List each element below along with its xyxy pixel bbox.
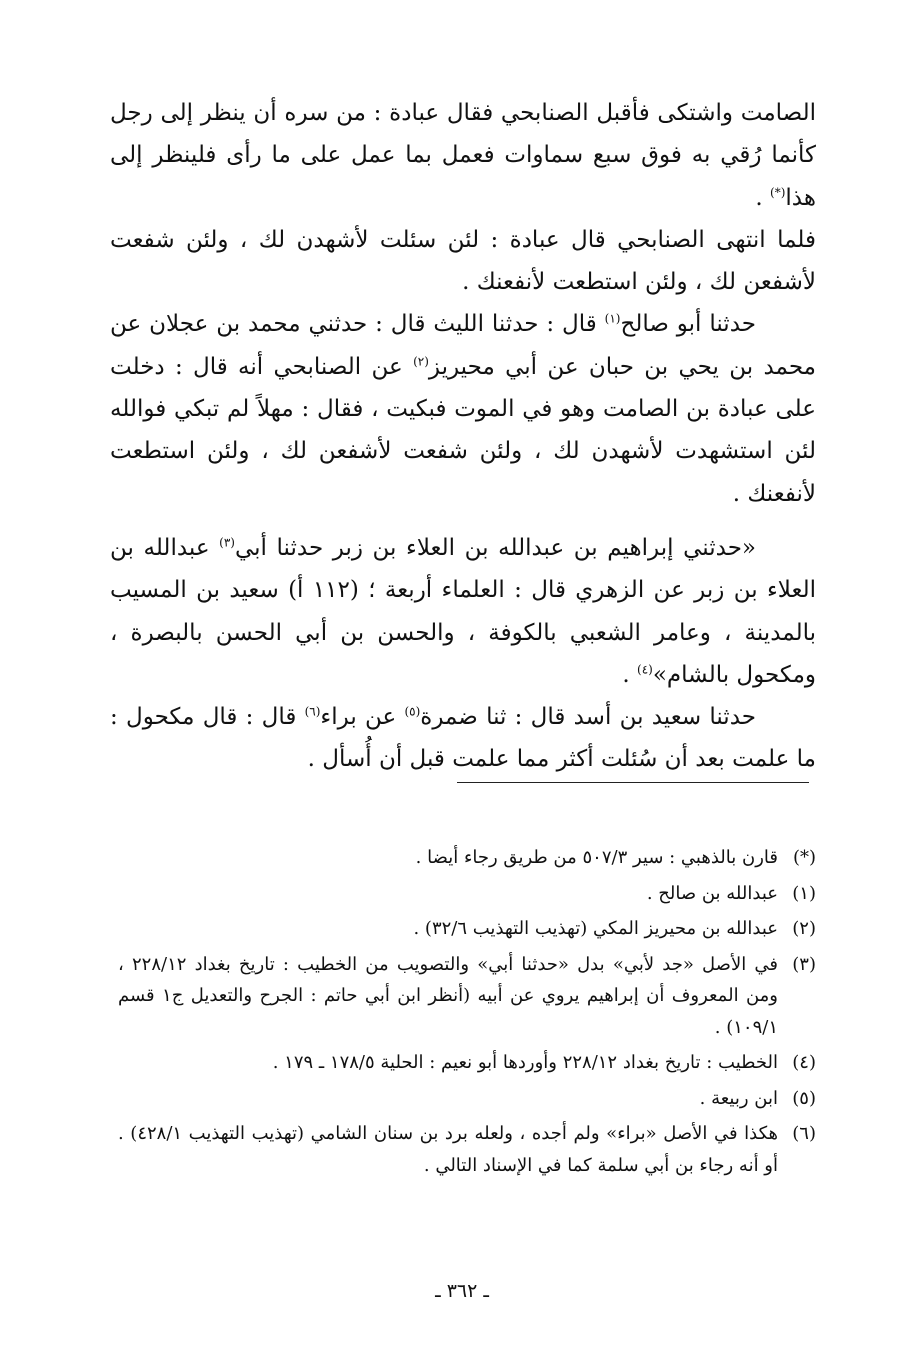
footnote bbox=[118, 913, 816, 945]
text-run: عن الصنابحي أنه قال : دخلت على عبادة بن الصامت وهو في الموت فبكيت ، فقال : مهلاً لم تبكي فوالله لئن استشهدت لأشهدن لك ، ولئن شفعت لأشفعن لك ، ولئن استطعت لأنفعنك . bbox=[110, 353, 816, 507]
footnote-marker: (٤) bbox=[792, 1052, 816, 1073]
footnote-reference: (*) bbox=[770, 184, 786, 199]
text-run: «حدثني إبراهيم بن عبدالله بن العلاء بن زبر حدثنا أبي bbox=[234, 534, 756, 561]
main-text bbox=[110, 92, 816, 781]
footnote-marker: (٦) bbox=[792, 1123, 816, 1144]
footnote bbox=[118, 949, 816, 1044]
footnotes-list bbox=[118, 842, 816, 1185]
footnote-divider bbox=[457, 782, 809, 783]
footnote-marker: (٥) bbox=[792, 1087, 816, 1109]
footnote-marker: (٢) bbox=[792, 918, 816, 939]
footnote-marker: (*) bbox=[792, 847, 816, 868]
footnote bbox=[118, 842, 816, 874]
paragraph bbox=[110, 92, 816, 219]
page-number: ـ ٣٦٢ ـ bbox=[435, 1280, 489, 1302]
footnote-marker: (١) bbox=[792, 882, 816, 904]
footnote bbox=[118, 1083, 816, 1115]
text-run: الصامت واشتكى فأقبل الصنابحي فقال عبادة : من سره أن ينظر إلى رجل كأنما رُقي به فوق سبع سماوات فعمل بما عمل على ما رأى فلينظر إلى هذا bbox=[110, 100, 816, 211]
footnote-reference: (٤) bbox=[637, 662, 653, 677]
text-run: . bbox=[622, 661, 638, 688]
footnote-reference: (١) bbox=[604, 311, 621, 326]
text-run: قال : قال مكحول : ما علمت بعد أن سُئلت أكثر مما علمت قبل أن أُسأل . bbox=[110, 704, 816, 773]
footnote bbox=[118, 878, 816, 910]
footnote-marker: (٣) bbox=[792, 953, 816, 975]
footnote-text: في الأصل «جد لأبي» بدل «حدثنا أبي» والتصويب من الخطيب : تاريخ بغداد ٢٢٨/١٢ ، ومن المعروف أن إبراهيم يروي عن أبيه (أنظر ابن أبي حاتم : الجرح والتعديل ج١ قسم ١٠٩/١) . bbox=[118, 953, 779, 1038]
text-run: حدثنا سعيد بن أسد قال : ثنا ضمرة bbox=[420, 704, 756, 731]
text-run: قال : حدثنا الليث قال : حدثني محمد بن عجلان عن محمد بن يحي بن حبان عن أبي محيريز bbox=[110, 311, 816, 380]
footnote-reference: (٦) bbox=[304, 704, 321, 719]
text-run: عبدالله بن العلاء بن زبر عن الزهري قال : العلماء أربعة ؛ (١١٢ أ) سعيد بن المسيب بالمدينة ، وعامر الشعبي بالكوفة ، والحسن بن أبي الحسن بالبصرة ، ومكحول بالشام» bbox=[110, 534, 816, 688]
footnote-reference: (٣) bbox=[219, 535, 235, 550]
footnote bbox=[118, 1118, 816, 1181]
footnote-text: ابن ربيعة . bbox=[699, 1087, 778, 1109]
text-run: . bbox=[755, 184, 771, 211]
paragraph bbox=[110, 219, 816, 304]
footnote-text: قارن بالذهبي : سير ٥٠٧/٣ من طريق رجاء أيضا . bbox=[415, 847, 778, 868]
footnote-text: عبدالله بن صالح . bbox=[646, 882, 778, 904]
footnote bbox=[118, 1047, 816, 1079]
footnote-text: هكذا في الأصل «براء» ولم أجده ، ولعله برد بن سنان الشامي (تهذيب التهذيب ٤٢٨/١) . أو أنه رجاء بن أبي سلمة كما في الإسناد التالي . bbox=[118, 1123, 779, 1176]
paragraph bbox=[110, 696, 816, 781]
text-run: حدثنا أبو صالح bbox=[620, 311, 756, 338]
footnote-reference: (٥) bbox=[404, 704, 421, 719]
text-run: فلما انتهى الصنابحي قال عبادة : لئن سئلت لأشهدن لك ، ولئن شفعت لأشفعن لك ، ولئن استطعت لأنفعنك . bbox=[110, 226, 816, 296]
footnote-text: عبدالله بن محيريز المكي (تهذيب التهذيب ٣٢/٦) . bbox=[413, 918, 778, 939]
paragraph bbox=[110, 303, 816, 514]
text-run: عن براء bbox=[320, 704, 405, 731]
footnote-text: الخطيب : تاريخ بغداد ٢٢٨/١٢ وأوردها أبو نعيم : الحلية ١٧٨/٥ ـ ١٧٩ . bbox=[272, 1052, 778, 1073]
footnote-reference: (٢) bbox=[413, 354, 429, 369]
paragraph bbox=[110, 527, 816, 696]
